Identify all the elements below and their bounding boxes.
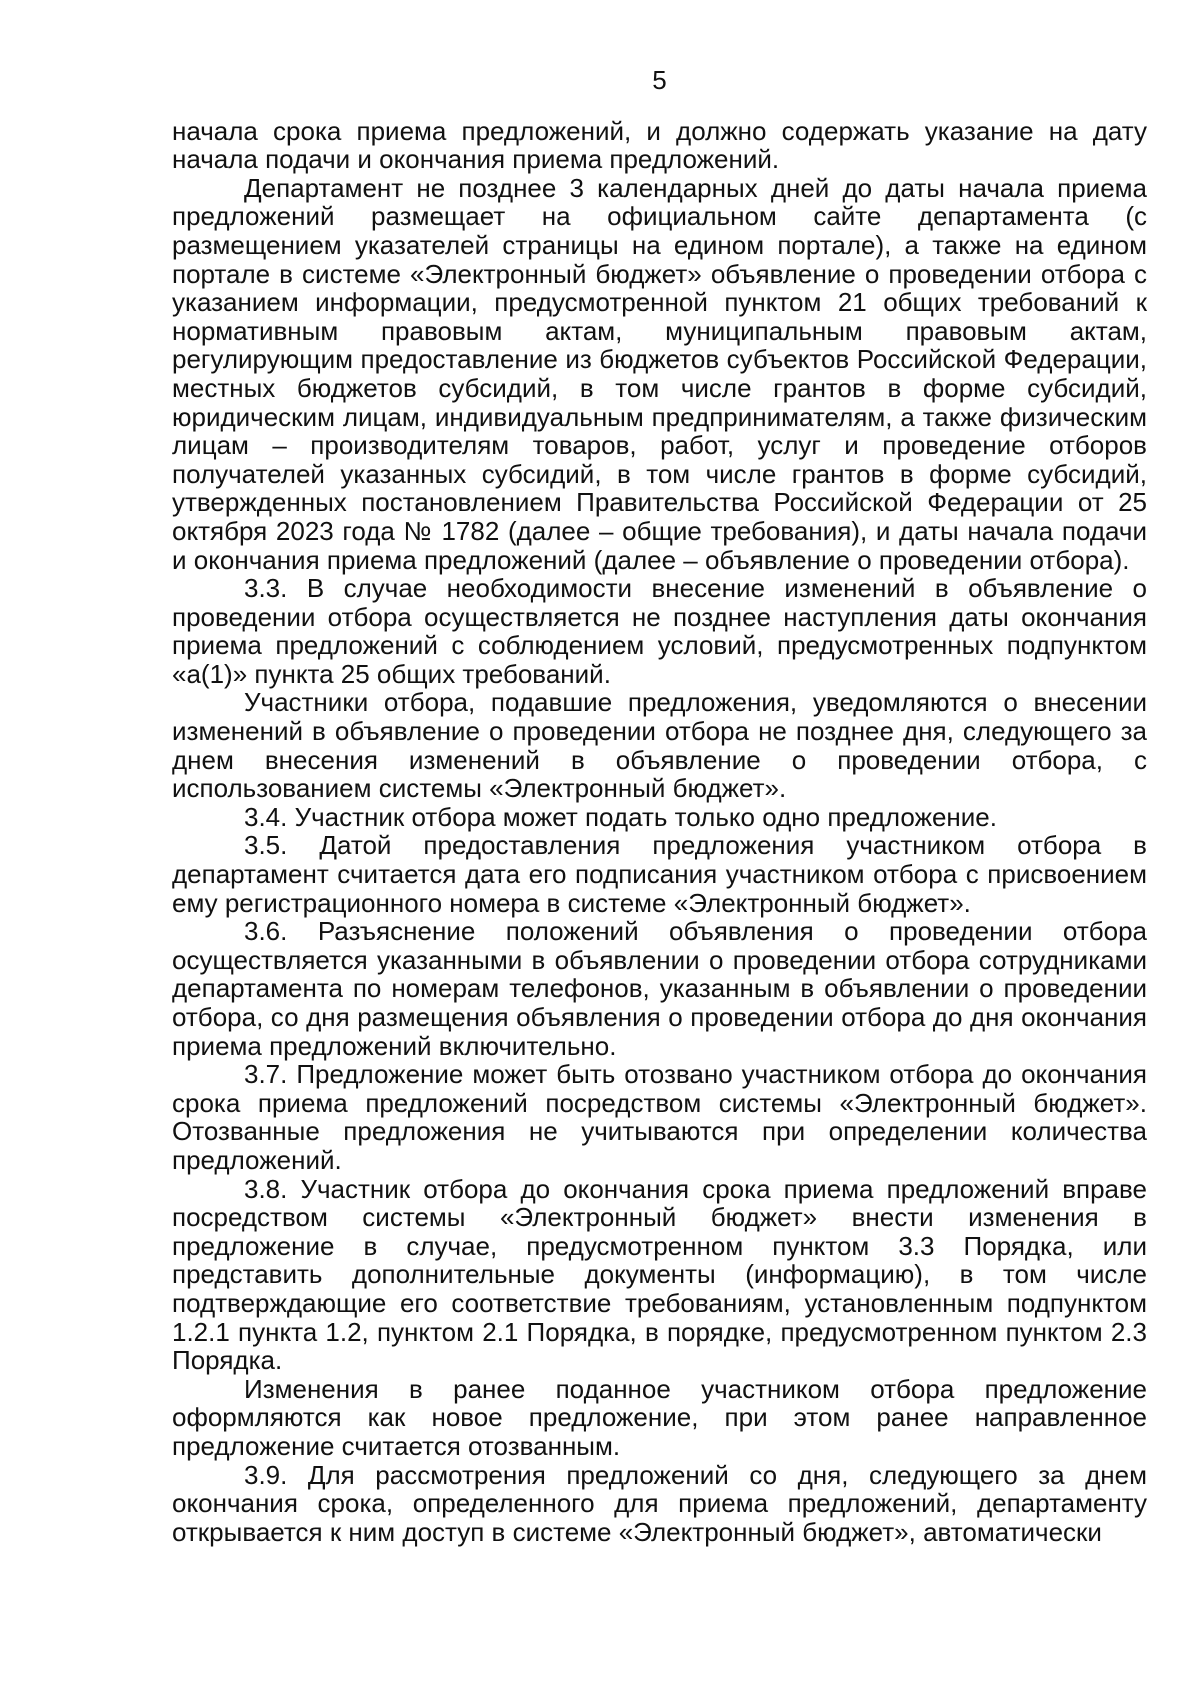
paragraph-announcement-placement: Департамент не позднее 3 календарных дней до даты начала приема предложений размещает на официальном сайте департамента (с размещением указателей страницы на едином портале), а также на едином портале в системе «Электронный бюджет» объявление о проведении отбора с указанием информации, предусмотренной пунктом 21 общих требований к нормативным правовым актам, муниципальным правовым актам, регулирующим предоставление из бюджетов субъектов Российской Федерации, местных бюджетов субсидий, в том числе грантов в форме субсидий, юридическим лицам, индивидуальным предпринимателям, а также физическим лицам – производителям товаров, работ, услуг и проведение отборов получателей указанных субсидий, в том числе грантов в форме субсидий, утвержденных постановлением Правительства Российской Федерации от 25 октября 2023 года № 1782 (далее – общие требования), и даты начала подачи и окончания приема предложений (далее – объявление о проведении отбора). (172, 172, 1147, 575)
paragraph-3-5: 3.5. Датой предоставления предложения участником отбора в департамент считается дата его подписания участником отбора с присвоением ему регистрационного номера в системе «Электронный бюджет». (172, 830, 1147, 918)
paragraph-3-7: 3.7. Предложение может быть отозвано участником отбора до окончания срока приема предложений посредством системы «Электронный бюджет». Отозванные предложения не учитываются при определении количества предложений. (172, 1059, 1147, 1175)
paragraph-3-8: 3.8. Участник отбора до окончания срока приема предложений вправе посредством системы «Электронный бюджет» внести изменения в предложение в случае, предусмотренном пунктом 3.3 Порядка, или представить дополнительные документы (информацию), в том числе подтверждающие его соответствие требованиям, установленным подпунктом 1.2.1 пункта 1.2, пунктом 2.1 Порядка, в порядке, предусмотренном пунктом 2.3 Порядка. (172, 1173, 1147, 1376)
paragraph-changes-as-new-proposal: Изменения в ранее поданное участником отбора предложение оформляются как новое предложение, при этом ранее направленное предложение считается отозванным. (172, 1373, 1147, 1461)
paragraph-3-6: 3.6. Разъяснение положений объявления о проведении отбора осуществляется указанными в объявлении о проведении отбора сотрудниками департамента по номерам телефонов, указанным в объявлении о проведении отбора, со дня размещения объявления о проведении отбора до дня окончания приема предложений включительно. (172, 916, 1147, 1061)
document-page (172, 66, 1147, 1546)
paragraph-3-9: 3.9. Для рассмотрения предложений со дня, следующего за днем окончания срока, определенного для приема предложений, департаменту открывается к ним доступ в системе «Электронный бюджет», автоматически (172, 1459, 1147, 1547)
paragraph-3-4: 3.4. Участник отбора может подать только одно предложение. (244, 801, 997, 832)
paragraph-participants-notification: Участники отбора, подавшие предложения, уведомляются о внесении изменений в объявление о проведении отбора не позднее дня, следующего за днем внесения изменений в объявление о проведении отбора, с использованием системы «Электронный бюджет». (172, 687, 1147, 804)
paragraph-continued: начала срока приема предложений, и должно содержать указание на дату начала подачи и окончания приема предложений. (172, 115, 1147, 175)
paragraph-3-3: 3.3. В случае необходимости внесение изменений в объявление о проведении отбора осуществляется не позднее наступления даты окончания приема предложений с соблюдением условий, предусмотренных подпунктом «а(1)» пункта 25 общих требований. (172, 573, 1147, 689)
page-number: 5 (652, 65, 667, 95)
